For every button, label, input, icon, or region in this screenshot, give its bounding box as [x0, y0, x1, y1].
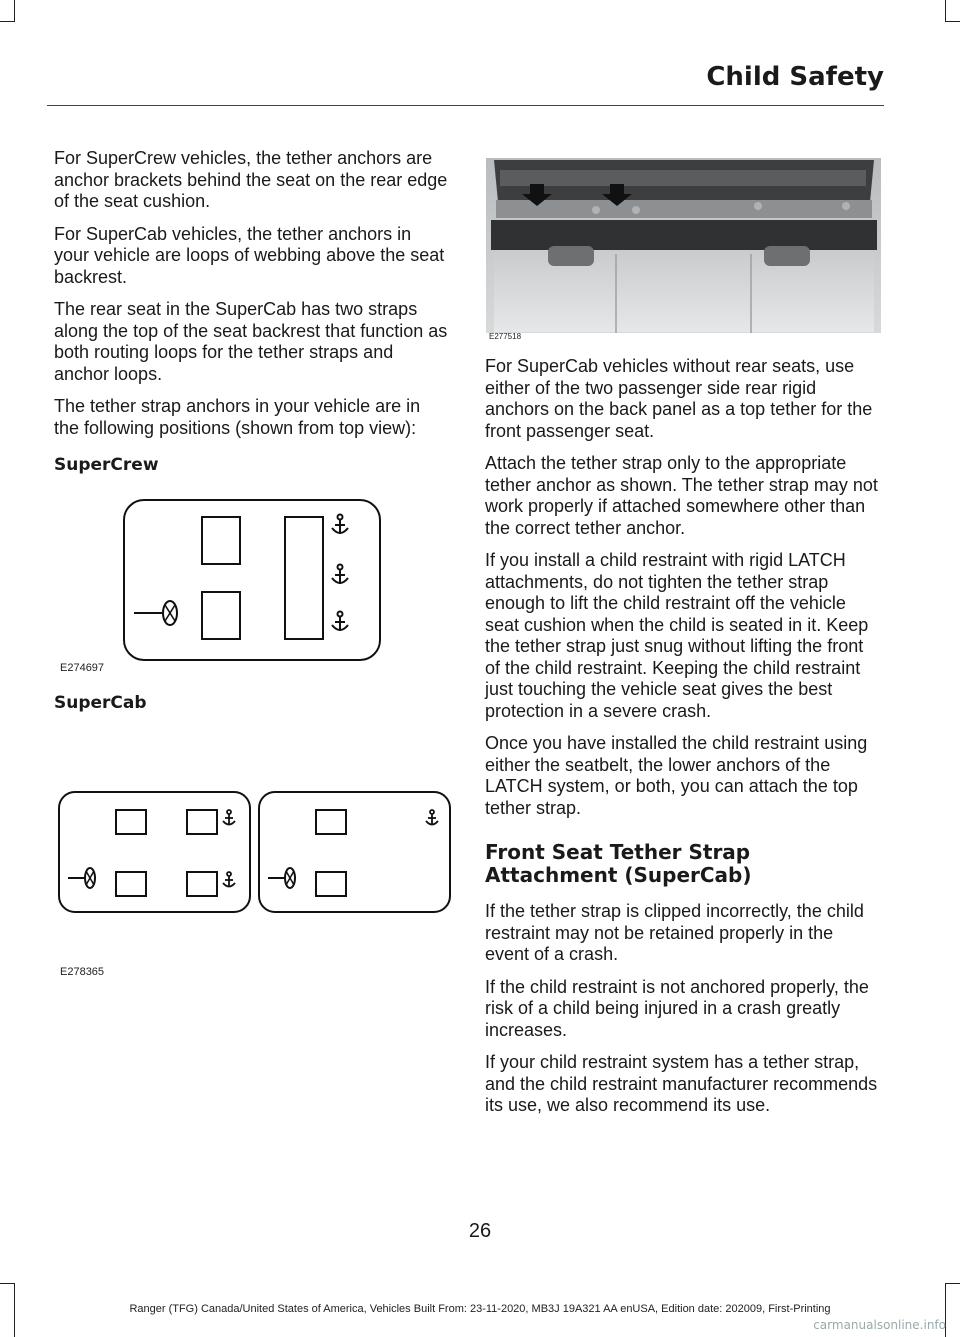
paragraph: The tether strap anchors in your vehicle are in the following positions (shown from top view): — [54, 396, 421, 438]
paragraph: Attach the tether strap only to the appropriate tether anchor as shown. The tether strap may not work properly if attached somewhere other than the correct tether anchor. — [485, 453, 878, 538]
paragraph: If the child restraint is not anchored properly, the risk of a child being injured in a crash greatly increases. — [485, 976, 869, 1040]
page-title: Child Safety — [706, 62, 884, 92]
supercrew-anchor-diagram — [54, 492, 394, 677]
supercrew-heading: SuperCrew — [54, 455, 159, 475]
paragraph: For SuperCrew vehicles, the tether anchors are anchor brackets behind the seat on the rear edge of the seat cushion. — [54, 148, 448, 211]
rear-anchor-photo — [486, 158, 881, 343]
anchor-icon — [223, 810, 235, 825]
header-divider — [47, 105, 884, 106]
anchor-icon — [426, 810, 438, 825]
crop-mark — [945, 21, 960, 22]
figure-code: E277518 — [489, 332, 522, 341]
anchor-icon — [223, 872, 235, 887]
rear-seat-anchor-photo — [486, 158, 881, 333]
crop-mark — [945, 0, 946, 22]
paragraph: For SuperCab vehicles without rear seats, use either of the two passenger side rear rigid anchors on the back panel as a top tether for the front passenger seat. — [485, 356, 873, 441]
watermark: carmanualsonline.info — [813, 1318, 946, 1332]
supercab-anchor-diagram — [54, 778, 454, 988]
supercrew-diagram-drawing — [54, 492, 394, 677]
crop-mark — [0, 1283, 15, 1284]
right-column — [485, 356, 881, 1128]
paragraph: If your child restraint system has a tether strap, and the child restraint manufacturer recommends its use, we also recommend its use. — [485, 1052, 878, 1115]
crop-mark — [14, 0, 15, 22]
anchor-icon — [332, 612, 348, 632]
anchor-icon — [332, 565, 348, 585]
paragraph: Once you have installed the child restraint using either the seatbelt, the lower anchors of the LATCH system, or both, you can attach the top tether strap. — [485, 733, 868, 818]
left-column — [54, 148, 449, 501]
figure-code: E274697 — [60, 662, 105, 674]
page-number: 26 — [468, 1220, 492, 1242]
paragraph: The rear seat in the SuperCab has two straps along the top of the seat backrest that function as both routing loops for the tether straps and anchor loops. — [54, 299, 448, 384]
figure-code: E278365 — [60, 966, 105, 978]
crop-mark — [0, 21, 15, 22]
crop-mark — [945, 1283, 960, 1284]
supercab-diagram-drawing — [54, 778, 454, 918]
paragraph: If the tether strap is clipped incorrectly, the child restraint may not be retained properly in the event of a crash. — [485, 901, 864, 964]
anchor-icon — [332, 515, 348, 535]
supercab-heading: SuperCab — [54, 693, 147, 713]
page-footer: Ranger (TFG) Canada/United States of America, Vehicles Built From: 23-11-2020, MB3J 19A321 AA enUSA, Edition date: 202009, First-Printing — [129, 1303, 831, 1315]
paragraph: For SuperCab vehicles, the tether anchors in your vehicle are loops of webbing above the seat backrest. — [54, 223, 445, 287]
paragraph: If you install a child restraint with rigid LATCH attachments, do not tighten the tether strap enough to lift the child restraint off the vehicle seat cushion when the child is seated in it. Keep the tether strap just snug without lifting the front of the child restraint. Keeping the child restraint just touching the vehicle seat gives the best protection in a severe crash. — [485, 550, 869, 721]
section-heading: Front Seat Tether Strap Attachment (SuperCab) — [485, 840, 752, 887]
